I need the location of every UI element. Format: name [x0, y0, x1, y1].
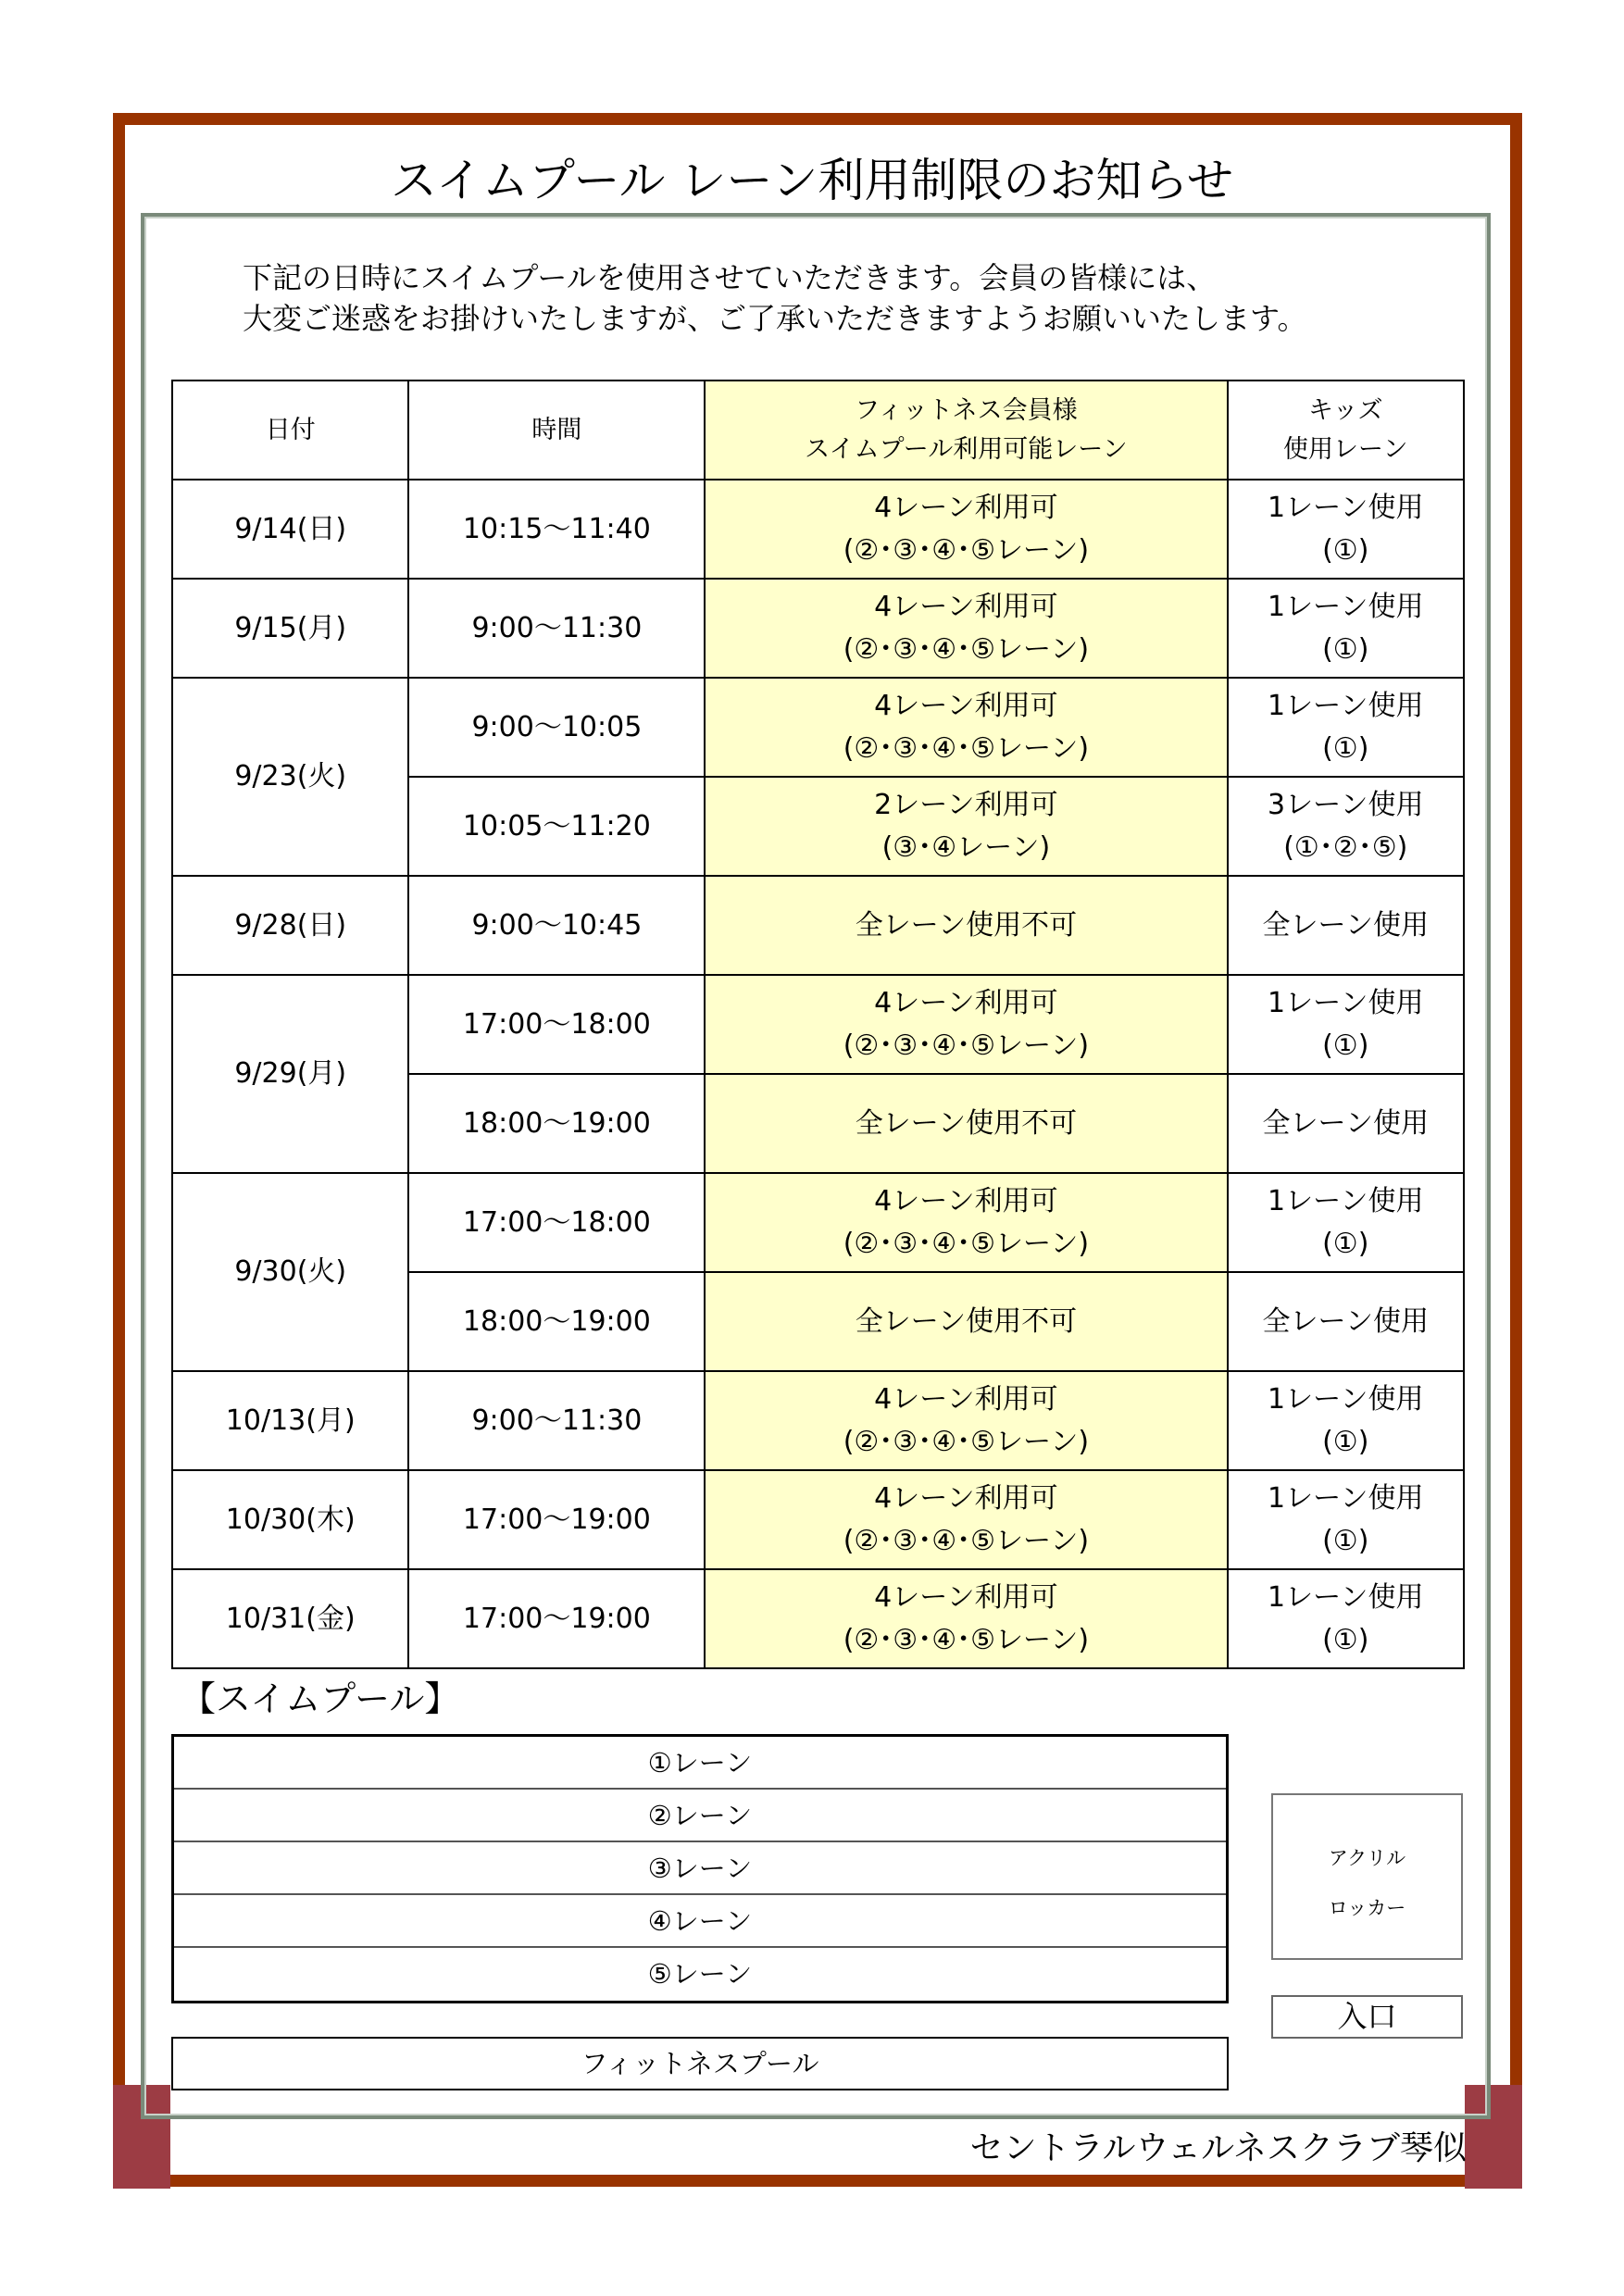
header-fitness: [705, 381, 1227, 480]
page-title: スイムプール レーン利用制限のお知らせ: [391, 154, 1233, 207]
cell-date: 10/30(木): [172, 1470, 408, 1569]
cell-fitness: [705, 1371, 1227, 1470]
table-row: [172, 1173, 1464, 1272]
cell-fitness: [705, 678, 1227, 777]
cell-time: 10:15～11:40: [408, 480, 705, 579]
table-row: [172, 975, 1464, 1074]
cell-time: 9:00～10:45: [408, 876, 705, 975]
fitness-lanes: 4レーン利用可: [874, 689, 1058, 722]
cell-time: 18:00～19:00: [408, 1074, 705, 1173]
table-row: [172, 678, 1464, 777]
header-fitness-line-1: フィットネス会員様: [855, 395, 1078, 425]
kids-lane-numbers: (①): [1322, 1227, 1369, 1260]
table-row: [172, 480, 1464, 579]
kids-lanes: 1レーン使用: [1268, 1184, 1424, 1217]
cell-time: 9:00～11:30: [408, 1371, 705, 1470]
intro-text: [243, 257, 1306, 339]
fitness-lanes: 4レーン利用可: [874, 1481, 1058, 1515]
entrance-box: 入口: [1271, 1995, 1463, 2039]
cell-fitness: [705, 777, 1227, 876]
fitness-lanes: 4レーン利用可: [874, 986, 1058, 1019]
fitness-lane-numbers: (②･③･④･⑤レーン): [843, 731, 1090, 765]
header-kids-line-1: キッズ: [1308, 395, 1383, 425]
lane-2: ②レーン: [174, 1790, 1226, 1842]
schedule-table: [171, 380, 1465, 1669]
cell-fitness: [705, 1569, 1227, 1668]
kids-lane-numbers: (①･②･⑤): [1283, 830, 1408, 864]
kids-lane-numbers: (①): [1322, 632, 1369, 666]
cell-date: 9/23(火): [172, 678, 408, 876]
fitness-pool: フィットネスプール: [171, 2037, 1229, 2090]
cell-time: 9:00～10:05: [408, 678, 705, 777]
cell-date: 9/28(日): [172, 876, 408, 975]
header-time: 時間: [408, 381, 705, 480]
kids-lane-numbers: (①): [1322, 1623, 1369, 1656]
fitness-lanes: 2レーン利用可: [874, 788, 1058, 821]
cell-kids: [1228, 1569, 1464, 1668]
table-row: [172, 1371, 1464, 1470]
cell-time: 17:00～19:00: [408, 1569, 705, 1668]
cell-fitness: 全レーン使用不可: [705, 1272, 1227, 1371]
kids-lanes: 1レーン使用: [1268, 986, 1424, 1019]
table-row: [172, 1470, 1464, 1569]
lane-3: ③レーン: [174, 1842, 1226, 1895]
kids-lane-numbers: (①): [1322, 1029, 1369, 1062]
kids-lane-numbers: (①): [1322, 1425, 1369, 1458]
cell-fitness: [705, 1173, 1227, 1272]
lane-5: ⑤レーン: [647, 1958, 753, 1990]
table-row: [172, 876, 1464, 975]
header-kids: [1228, 381, 1464, 480]
cell-fitness: [705, 480, 1227, 579]
locker-label-line-2: ロッカー: [1328, 1897, 1406, 1919]
cell-time: 17:00～18:00: [408, 1173, 705, 1272]
kids-lanes: 1レーン使用: [1268, 590, 1424, 623]
swim-pool-diagram: [171, 1734, 1229, 2003]
fitness-lane-numbers: (②･③･④･⑤レーン): [843, 1227, 1090, 1260]
acrylic-locker: [1271, 1793, 1463, 1960]
cell-time: 10:05～11:20: [408, 777, 705, 876]
table-row: [172, 1569, 1464, 1668]
cell-kids: [1228, 678, 1464, 777]
fitness-lane-numbers: (②･③･④･⑤レーン): [843, 1623, 1090, 1656]
cell-date: 10/13(月): [172, 1371, 408, 1470]
table-header-row: [172, 381, 1464, 480]
cell-kids: [1228, 579, 1464, 678]
cell-kids: 全レーン使用: [1228, 1074, 1464, 1173]
cell-date: 9/14(日): [172, 480, 408, 579]
fitness-lane-numbers: (②･③･④･⑤レーン): [843, 1029, 1090, 1062]
lane-1: ①レーン: [174, 1737, 1226, 1790]
kids-lanes: 3レーン使用: [1268, 788, 1424, 821]
cell-fitness: [705, 975, 1227, 1074]
lane-4: ④レーン: [174, 1895, 1226, 1948]
kids-lanes: 1レーン使用: [1268, 1382, 1424, 1416]
fitness-lane-numbers: (②･③･④･⑤レーン): [843, 1524, 1090, 1557]
cell-kids: [1228, 975, 1464, 1074]
cell-kids: [1228, 1173, 1464, 1272]
intro-line-1: 下記の日時にスイムプールを使用させていただきます。会員の皆様には、: [243, 260, 1217, 295]
cell-kids: [1228, 480, 1464, 579]
fitness-lanes: 4レーン利用可: [874, 590, 1058, 623]
fitness-lanes: 4レーン利用可: [874, 491, 1058, 524]
header-kids-line-2: 使用レーン: [1283, 434, 1408, 464]
fitness-lane-numbers: (②･③･④･⑤レーン): [843, 632, 1090, 666]
cell-time: 18:00～19:00: [408, 1272, 705, 1371]
kids-lanes: 1レーン使用: [1268, 1481, 1424, 1515]
cell-kids: [1228, 1371, 1464, 1470]
header-date: 日付: [172, 381, 408, 480]
cell-time: 17:00～19:00: [408, 1470, 705, 1569]
fitness-lanes: 4レーン利用可: [874, 1382, 1058, 1416]
club-name: セントラルウェルネスクラブ琴似: [969, 2129, 1467, 2167]
kids-lane-numbers: (①): [1322, 731, 1369, 765]
cell-date: 10/31(金): [172, 1569, 408, 1668]
kids-lane-numbers: (①): [1322, 1524, 1369, 1557]
cell-kids: [1228, 777, 1464, 876]
pool-section-label: 【スイムプール】: [181, 1678, 460, 1719]
cell-fitness: [705, 1470, 1227, 1569]
header-fitness-line-2: スイムプール利用可能レーン: [805, 434, 1128, 464]
fitness-lane-numbers: (②･③･④･⑤レーン): [843, 1425, 1090, 1458]
fitness-lanes: 4レーン利用可: [874, 1580, 1058, 1614]
kids-lane-numbers: (①): [1322, 533, 1369, 567]
kids-lanes: 1レーン使用: [1268, 689, 1424, 722]
cell-date: 9/29(月): [172, 975, 408, 1173]
cell-time: 17:00～18:00: [408, 975, 705, 1074]
cell-date: 9/30(火): [172, 1173, 408, 1371]
cell-fitness: [705, 579, 1227, 678]
cell-date: 9/15(月): [172, 579, 408, 678]
cell-time: 9:00～11:30: [408, 579, 705, 678]
cell-fitness: 全レーン使用不可: [705, 876, 1227, 975]
intro-line-2: 大変ご迷惑をお掛けいたしますが、ご了承いただきますようお願いいたします。: [243, 301, 1307, 336]
cell-kids: 全レーン使用: [1228, 876, 1464, 975]
locker-label-line-1: アクリル: [1328, 1847, 1406, 1869]
cell-kids: 全レーン使用: [1228, 1272, 1464, 1371]
kids-lanes: 1レーン使用: [1268, 1580, 1424, 1614]
fitness-lane-numbers: (②･③･④･⑤レーン): [843, 533, 1090, 567]
table-row: [172, 579, 1464, 678]
cell-fitness: 全レーン使用不可: [705, 1074, 1227, 1173]
fitness-lanes: 4レーン利用可: [874, 1184, 1058, 1217]
cell-kids: [1228, 1470, 1464, 1569]
fitness-lane-numbers: (③･④レーン): [881, 830, 1051, 864]
kids-lanes: 1レーン使用: [1268, 491, 1424, 524]
